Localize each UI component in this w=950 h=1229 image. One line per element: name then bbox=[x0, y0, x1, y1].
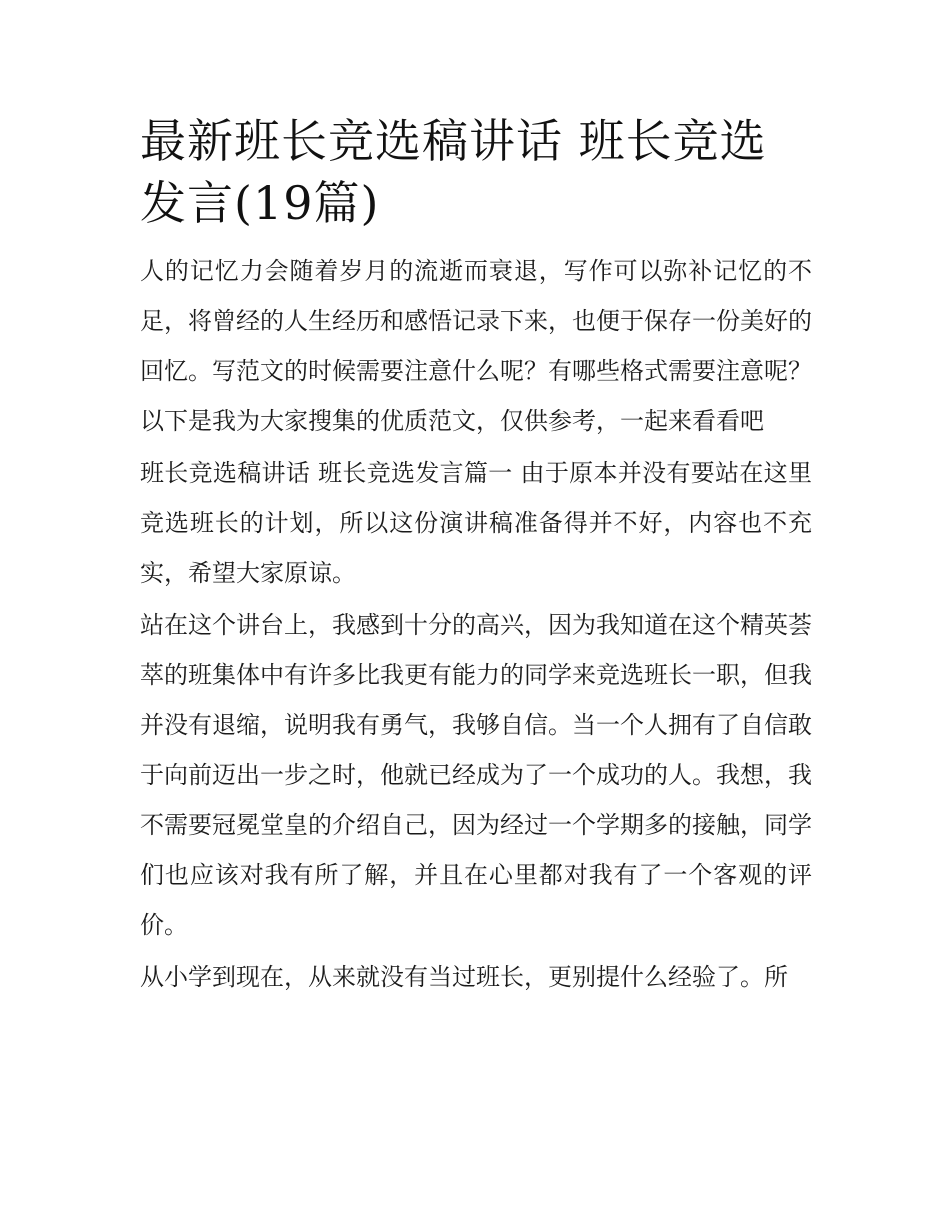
paragraph-intro: 人的记忆力会随着岁月的流逝而衰退，写作可以弥补记忆的不足，将曾经的人生经历和感悟记录下来，也便于保存一份美好的回忆。写范文的时候需要注意什么呢？有哪些格式需要注意呢？以下是我为大家搜集的优质范文，仅供参考，一起来看看吧 bbox=[140, 257, 812, 435]
document-title: 最新班长竞选稿讲话 班长竞选发言(19篇) bbox=[140, 114, 767, 230]
paragraph-3: 从小学到现在，从来就没有当过班长，更别提什么经验了。所 bbox=[140, 963, 788, 991]
paragraph-2: 站在这个讲台上，我感到十分的高兴，因为我知道在这个精英荟萃的班集体中有许多比我更有能力的同学来竞选班长一职，但我并没有退缩，说明我有勇气，我够自信。当一个人拥有了自信敢于向前迈出一步之时，他就已经成为了一个成功的人。我想，我不需要冠冕堂皇的介绍自己，因为经过一个学期多的接触，同学们也应该对我有所了解，并且在心里都对我有了一个客观的评价。 bbox=[140, 611, 812, 939]
paragraph-1: 班长竞选稿讲话 班长竞选发言篇一 由于原本并没有要站在这里竞选班长的计划，所以这份演讲稿准备得并不好，内容也不充实，希望大家原谅。 bbox=[140, 459, 812, 587]
document-page bbox=[140, 110, 812, 1002]
